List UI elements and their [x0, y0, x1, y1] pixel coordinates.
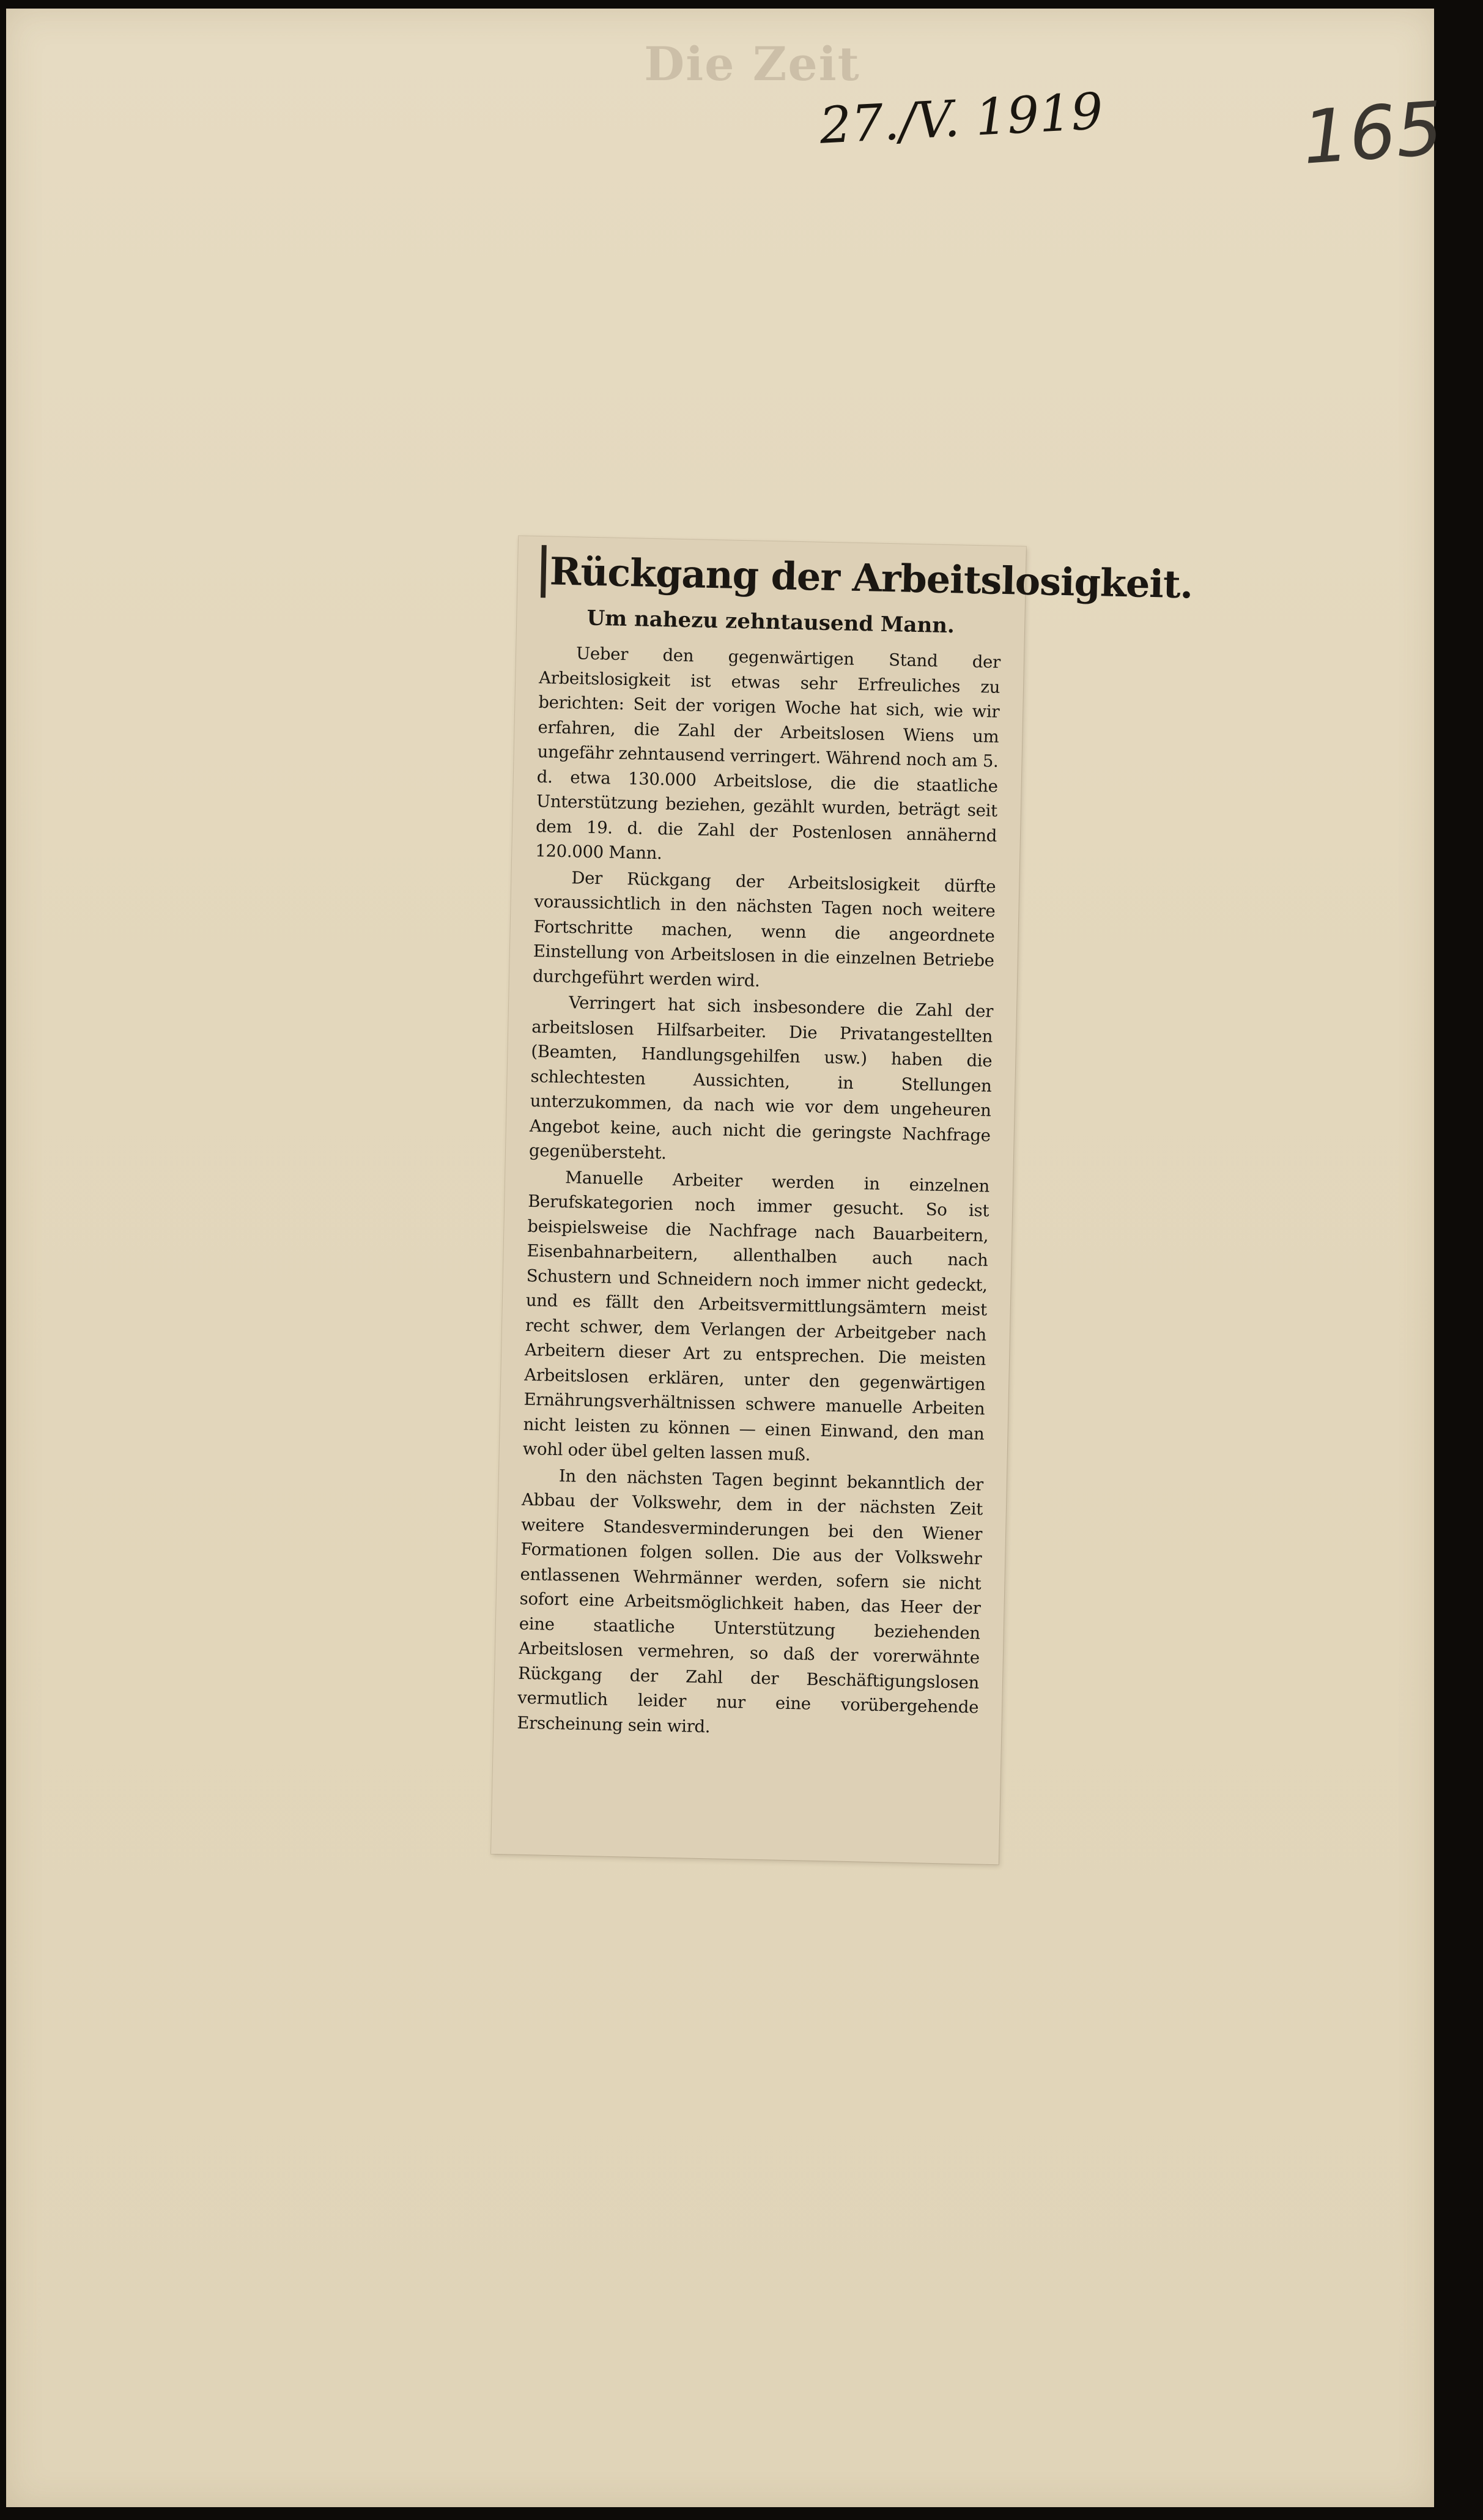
article-paragraph: Der Rückgang der Arbeitslosigkeit dürfte voraussichtlich in den nächsten Tagen noch weitere Fortschritte machen, wenn die angeordnete Einstellung von Arbeitslosen in die einzelnen Betriebe durchgeführt werden wird. — [532, 867, 996, 991]
handwritten-date: 27./V. 1919 — [818, 82, 1104, 155]
article-headline: Rückgang der Arbeitslosigkeit. — [541, 545, 1003, 607]
article-paragraph: Manuelle Arbeiter werden in einzelnen Berufskategorien noch immer gesucht. So ist beispielsweise die Nachfrage nach Bauarbeitern, Eisenbahnarbeitern, allenthalben auch nach Schustern und Schneidern noch immer nicht gedeckt, und es fällt den Arbeitsvermittlungsämtern meist recht schwer, dem Verlangen der Arbeitgeber nach Arbeitern dieser Art zu entsprechen. Die meisten Arbeitslosen erklären, unter den gegenwärtigen Ernährungsverhältnissen schwere manuelle Arbeiten nicht leisten zu können — einen Einwand, den man wohl oder übel gelten lassen muß. — [522, 1167, 990, 1465]
newspaper-stamp: Die Zeit — [644, 37, 860, 91]
article-paragraph: Ueber den gegenwärtigen Stand der Arbeitslosigkeit ist etwas sehr Erfreuliches zu berichten: Seit der vorigen Woche hat sich, wie wir erfahren, die Zahl der Arbeitslosen Wiens um ungefähr zehntausend verringert. Während noch am 5. d. etwa 130.000 Arbeitslose, die die staatliche Unterstützung beziehen, gezählt wurden, beträgt seit dem 19. d. die Zahl der Postenlosen annähernd 120.000 Mann. — [534, 643, 1001, 864]
article-subheadline: Um nahezu zehntausend Mann. — [586, 606, 955, 639]
newspaper-clipping — [491, 536, 1193, 1864]
article-paragraph: Verringert hat sich insbesondere die Zahl der arbeitslosen Hilfsarbeiter. Die Privatangestellten (Beamten, Handlungsgehilfen usw.) haben die schlechtesten Aussichten, in Stellungen unterzukommen, da nach wie vor dem ungeheuren Angebot keine, auch nicht die geringste Nachfrage gegenübersteht. — [528, 993, 994, 1163]
folio-number: 165 — [1300, 86, 1446, 181]
article-paragraph: In den nächsten Tagen beginnt bekanntlich der Abbau der Volkswehr, dem in der nächsten Zeit weitere Standesverminderungen bei den Wiener Formationen folgen sollen. Die aus der Volkswehr entlassenen Wehrmänner werden, sofern sie nicht sofort eine Arbeitsmöglichkeit haben, das Heer der eine staatliche Unterstützung beziehenden Arbeitslosen vermehren, so daß der vorerwähnte Rückgang der Zahl der Beschäftigungslosen vermutlich leider nur eine vorübergehende Erscheinung sein wird. — [517, 1466, 984, 1736]
